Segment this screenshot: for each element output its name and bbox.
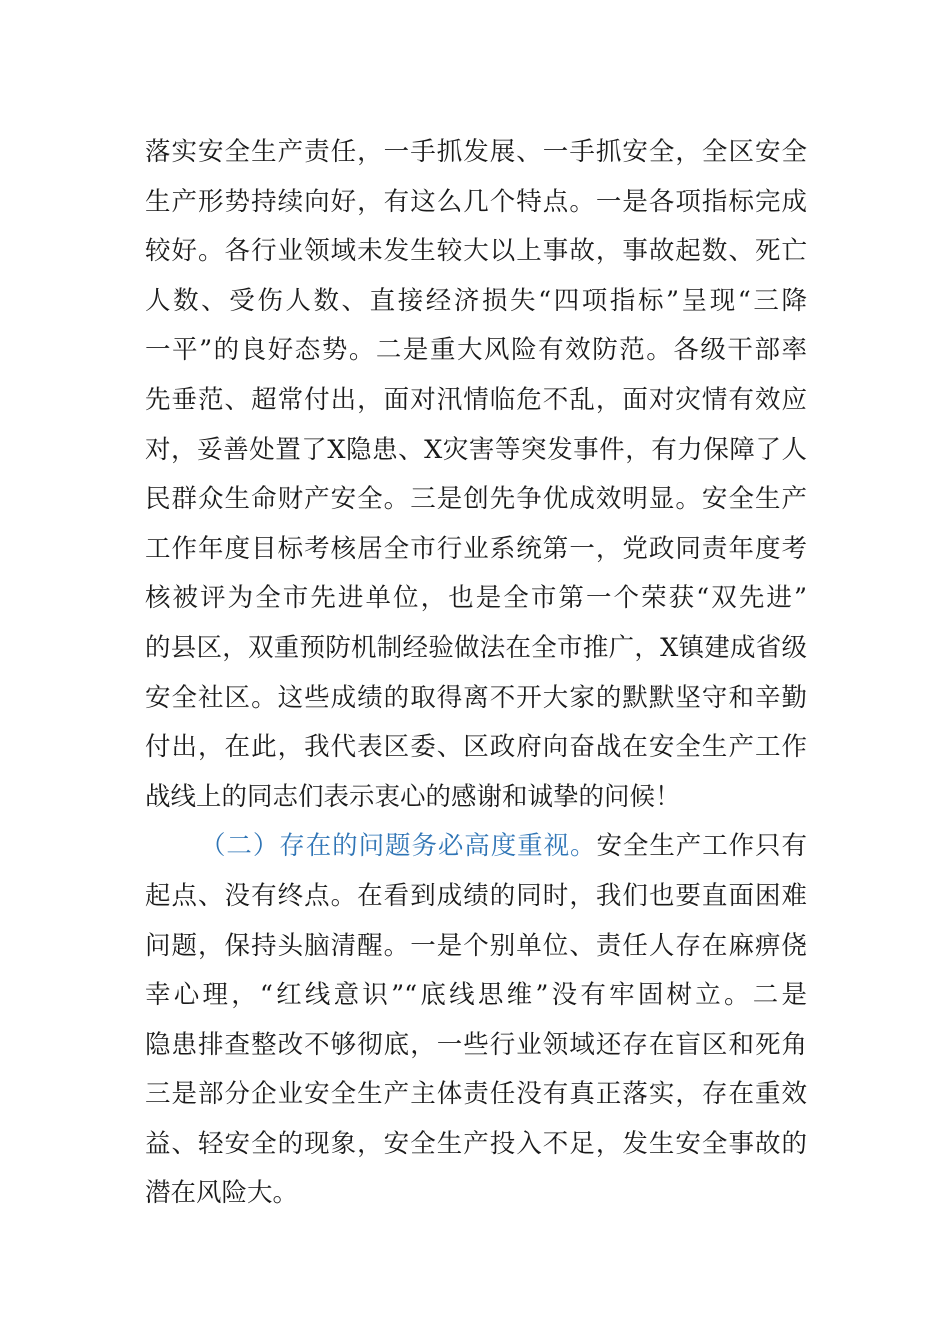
paragraph-problems	[145, 822, 807, 1219]
section-heading: （二）存在的问题务必高度重视。	[200, 831, 597, 862]
text-line: 安全社区。这些成绩的取得离不开大家的默默坚守和辛勤	[145, 682, 807, 713]
text-line: 较好。各行业领域未发生较大以上事故，事故起数、死亡	[145, 236, 807, 267]
text-line: 核被评为全市先进单位，也是全市第一个荣获“双先进”	[145, 583, 807, 614]
text-line: 益、轻安全的现象，安全生产投入不足，发生安全事故的	[145, 1128, 807, 1159]
text-line: 民群众生命财产安全。三是创先争优成效明显。安全生产	[145, 484, 807, 515]
text-line: 生产形势持续向好，有这么几个特点。一是各项指标完成	[145, 186, 807, 217]
text-line: 幸心理，“红线意识”“底线思维”没有牢固树立。二是	[145, 980, 807, 1011]
text-line: 付出，在此，我代表区委、区政府向奋战在安全生产工作	[145, 732, 807, 763]
text-line: 对，妥善处置了X隐患、X灾害等突发事件，有力保障了人	[145, 434, 807, 465]
text-line: 战线上的同志们表示衷心的感谢和诚挚的问候！	[145, 781, 681, 812]
document-body	[145, 128, 807, 1219]
text-line: 起点、没有终点。在看到成绩的同时，我们也要直面困难	[145, 880, 807, 911]
text-line: 问题，保持头脑清醒。一是个别单位、责任人存在麻痹侥	[145, 930, 807, 961]
text-line: 工作年度目标考核居全市行业系统第一，党政同责年度考	[145, 533, 807, 564]
text-line: 一平”的良好态势。二是重大风险有效防范。各级干部率	[145, 335, 807, 366]
text-line: 隐患排查整改不够彻底，一些行业领域还存在盲区和死角	[145, 1029, 807, 1060]
paragraph-achievements	[145, 128, 807, 822]
text-line: 潜在风险大。	[145, 1178, 299, 1209]
text-line: 三是部分企业安全生产主体责任没有真正落实，存在重效	[145, 1079, 807, 1110]
text-line: 人数、受伤人数、直接经济损失“四项指标”呈现“三降	[145, 285, 807, 316]
heading-continuation: 安全生产工作只有	[596, 831, 807, 862]
text-line: 先垂范、超常付出，面对汛情临危不乱，面对灾情有效应	[145, 384, 807, 415]
text-line: 的县区，双重预防机制经验做法在全市推广，X镇建成省级	[145, 632, 807, 663]
text-line-first	[145, 822, 807, 872]
text-line: 落实安全生产责任，一手抓发展、一手抓安全，全区安全	[145, 137, 807, 167]
